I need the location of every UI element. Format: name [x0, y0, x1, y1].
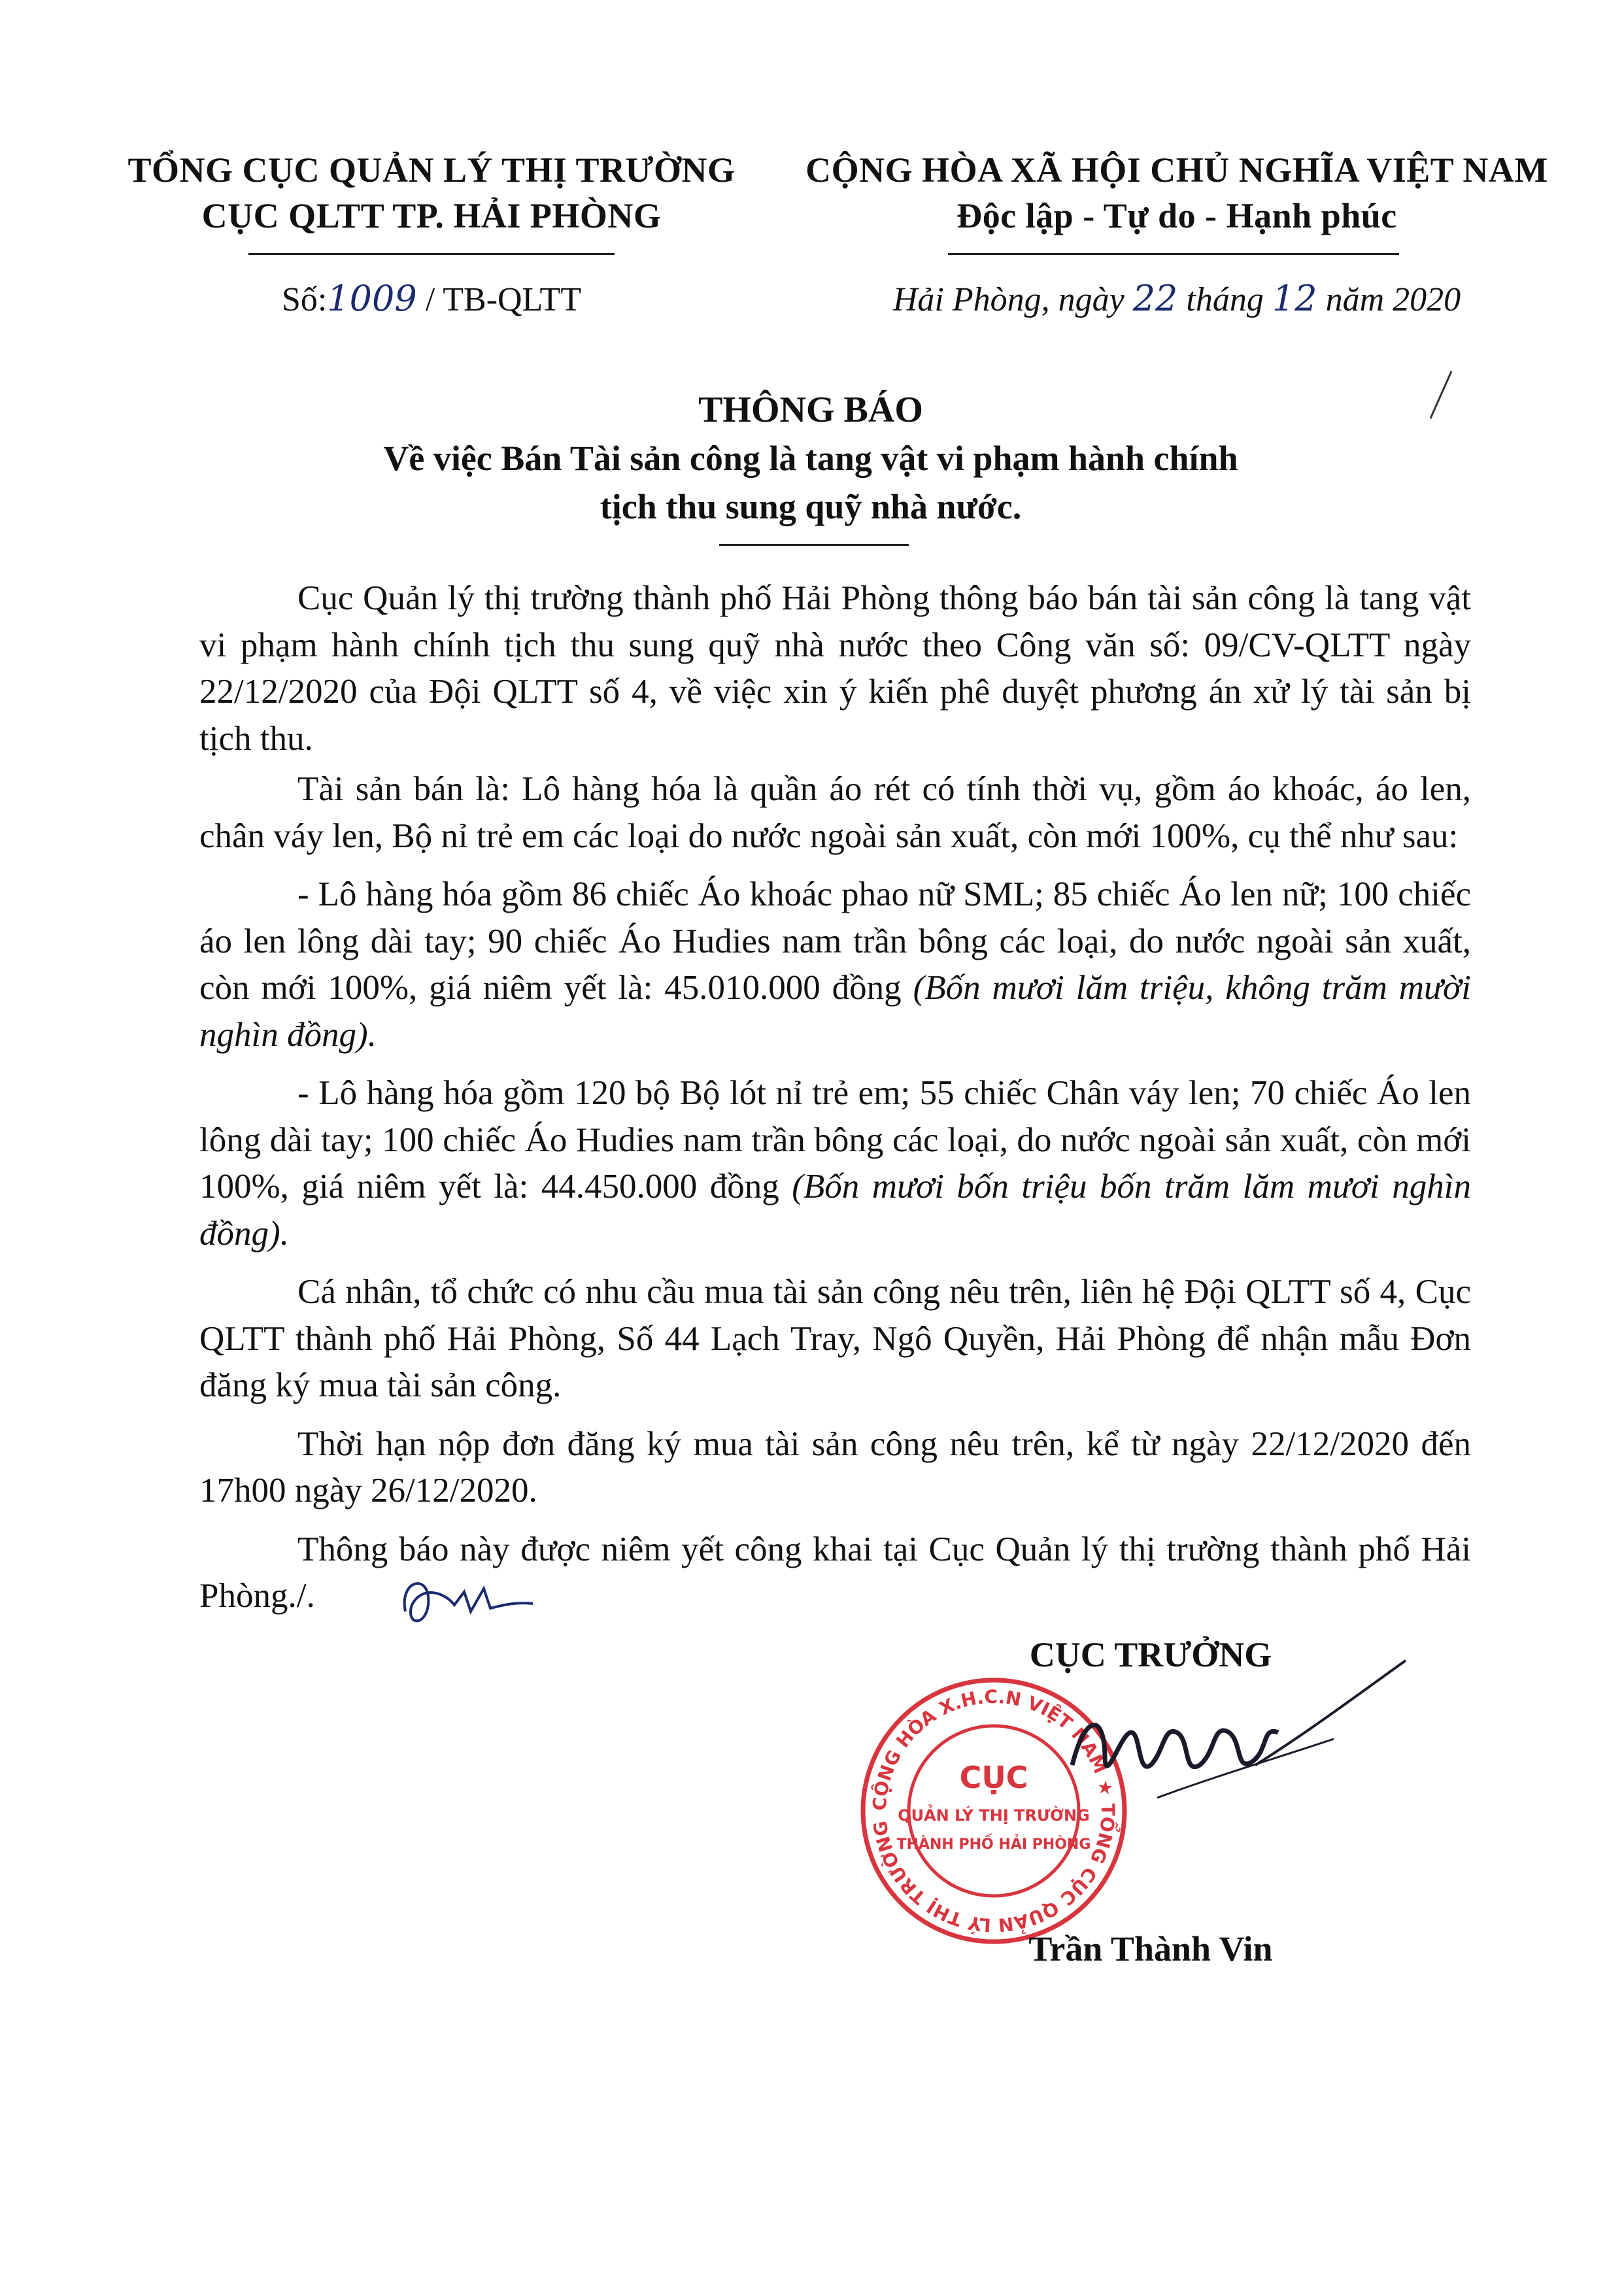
national-motto: Độc lập - Tự do - Hạnh phúc	[956, 196, 1397, 235]
parent-agency-name: TỔNG CỤC QUẢN LÝ THỊ TRƯỜNG	[127, 150, 736, 190]
signatory-name: Trần Thành Vin	[1028, 1929, 1273, 1968]
asset-lot-2-text: - Lô hàng hóa gồm 120 bộ Bộ lót nỉ trẻ em; 55 chiếc Chân váy len; 70 chiếc Áo len lông dài tay; 100 chiếc Áo Hudies nam trần bông các loại, do nước ngoài sản xuất, còn mới 100%, giá niêm yết là: 44.450.000 đồng	[199, 1074, 1471, 1206]
date-month: 12	[1272, 278, 1317, 319]
seal-outer-text: CỘNG HÒA X.H.C.N VIỆT NAM ★ TỔNG CỤC QUẢN LÝ THỊ TRƯỜNG	[868, 1685, 1119, 1936]
date-month-word: tháng	[1177, 281, 1272, 318]
issuing-agency-block	[85, 147, 778, 239]
date-prefix: Hải Phòng, ngày	[892, 281, 1133, 318]
signatory-title: CỤC TRƯỞNG	[1029, 1635, 1272, 1674]
seal-center-line2: QUẢN LÝ THỊ TRƯỜNG	[898, 1806, 1090, 1825]
body-intro-paragraph: Cục Quản lý thị trường thành phố Hải Phòng thông báo bán tài sản công là tang vật vi phạm hành chính tịch thu sung quỹ nhà nước theo Công văn số: 09/CV-QLTT ngày 22/12/2020 của Đội QLTT số 4, về việc xin ý kiến phê duyệt phương án xử lý tài sản bị tịch thu.	[199, 579, 1471, 758]
initials-signature	[392, 1566, 536, 1638]
handwritten-signature	[1059, 1634, 1412, 1850]
body-assets-paragraph: Tài sản bán là: Lô hàng hóa là quần áo rét có tính thời vụ, gồm áo khoác, áo len, chân váy len, Bộ nỉ trẻ em các loại do nước ngoài sản xuất, còn mới 100%, cụ thể như sau:	[199, 770, 1471, 855]
body-posting-paragraph: Thông báo này được niêm yết công khai tại Cục Quản lý thị trường thành phố Hải Phòng./.	[199, 1530, 1471, 1615]
body-contact-paragraph: Cá nhân, tổ chức có nhu cầu mua tài sản công nêu trên, liên hệ Đội QLTT số 4, Cục QLTT thành phố Hải Phòng, Số 44 Lạch Tray, Ngô Quyền, Hải Phòng để nhận mẫu Đơn đăng ký mua tài sản công.	[199, 1273, 1471, 1404]
asset-lot-2-amount-words: (Bốn mươi bốn triệu bốn trăm lăm mươi nghìn đồng).	[199, 1168, 1471, 1253]
seal-center-line3: THÀNH PHỐ HẢI PHÒNG	[896, 1836, 1091, 1853]
date-suffix: năm 2020	[1317, 281, 1461, 318]
title-underline	[719, 544, 909, 546]
notice-subject-line1: Về việc Bán Tài sản công là tang vật vi phạm hành chính	[383, 439, 1238, 478]
body-deadline-paragraph: Thời hạn nộp đơn đăng ký mua tài sản công nêu trên, kể từ ngày 22/12/2020 đến 17h00 ngày 26/12/2020.	[199, 1425, 1471, 1510]
agency-name: CỤC QLTT TP. HẢI PHÒNG	[201, 196, 662, 235]
document-number	[85, 278, 778, 319]
document-number-prefix: Số:	[281, 281, 328, 318]
notice-subject-line2: tịch thu sung quỹ nhà nước.	[600, 487, 1022, 526]
motto-underline	[948, 253, 1399, 255]
agency-underline	[248, 253, 615, 255]
national-motto-block	[794, 147, 1559, 239]
document-date	[794, 278, 1559, 319]
asset-lot-2	[199, 1070, 1471, 1257]
asset-lot-1-text: - Lô hàng hóa gồm 86 chiếc Áo khoác phao nữ SML; 85 chiếc Áo len nữ; 100 chiếc áo len lông dài tay; 90 chiếc Áo Hudies nam trần bông các loại, do nước ngoài sản xuất, còn mới 100%, giá niêm yết là: 45.010.000 đồng	[199, 875, 1471, 1007]
document-number-suffix: / TB-QLTT	[416, 281, 582, 318]
notice-title: THÔNG BÁO	[698, 390, 923, 430]
date-day: 22	[1132, 278, 1178, 319]
notice-title-block	[196, 386, 1425, 531]
asset-lot-1-amount-words: (Bốn mươi lăm triệu, không trăm mười nghìn đồng).	[199, 969, 1471, 1054]
seal-center-line1: CỤC	[959, 1760, 1028, 1795]
document-number-value: 1009	[327, 278, 417, 319]
country-name: CỘNG HÒA XÃ HỘI CHỦ NGHĨA VIỆT NAM	[805, 150, 1548, 190]
notice-body	[199, 575, 1471, 1624]
asset-lot-1	[199, 871, 1471, 1058]
